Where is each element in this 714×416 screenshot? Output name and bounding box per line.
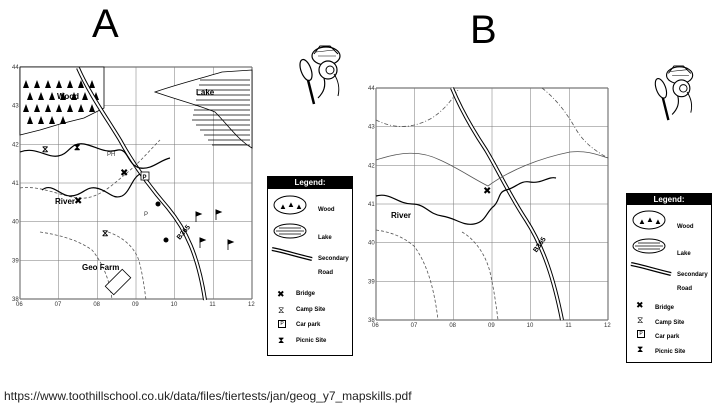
map-b-y-tick-label: 38 — [368, 318, 375, 324]
svg-text:▲: ▲ — [654, 217, 662, 226]
legend-camp-label: Camp Site — [655, 320, 685, 326]
picnic-site-icon: ⧗ — [74, 142, 81, 152]
legend-b — [626, 193, 712, 363]
map-b-x-tick-label: 10 — [526, 323, 534, 329]
map-b-y-tick-label: 44 — [368, 86, 375, 92]
map-a-road-label: B365 — [175, 224, 193, 242]
map-a-y-tick-label: 40 — [12, 219, 19, 226]
map-a-y-tick-label: 39 — [12, 258, 19, 265]
svg-text:▲: ▲ — [279, 202, 287, 211]
bridge-icon: ✖ — [120, 168, 129, 179]
map-a-x-tick-label: 10 — [170, 302, 178, 308]
legend-carpark-label: Car park — [655, 334, 680, 340]
map-b-x-tick-label: 09 — [488, 323, 495, 329]
camp-site-icon: ⧖ — [278, 305, 285, 315]
map-a-x-tick-label: 09 — [132, 302, 139, 308]
bridge-icon: ✖ — [483, 186, 492, 197]
map-b-road-label: B365 — [532, 236, 548, 254]
map-b-y-tick-label: 39 — [368, 279, 375, 286]
map-a-y-tick-label: 43 — [12, 103, 19, 110]
road-symbol — [630, 260, 672, 278]
detective-with-magnifying-glass-icon — [646, 60, 702, 126]
map-a-x-tick-label: 08 — [93, 302, 101, 308]
legend-secondary-label: Secondary — [677, 272, 708, 278]
road-symbol — [271, 245, 313, 263]
legend-bridge-label: Bridge — [296, 291, 316, 297]
map-b-y-tick-label: 41 — [368, 202, 375, 208]
legend-secondary-label: Secondary — [318, 256, 349, 262]
legend-picnic-label: Picnic Site — [655, 349, 686, 355]
source-url: https://www.toothillschool.co.uk/data/files/tiertests/jan/geog_y7_mapskills.pdf — [4, 389, 412, 403]
map-a-y-tick-label: 44 — [12, 65, 19, 71]
map-b-y-tick-label: 42 — [368, 163, 375, 170]
legend-title: Legend: — [627, 194, 711, 205]
map-b-x-tick-label: 07 — [410, 323, 418, 329]
wood-outline — [376, 90, 458, 127]
svg-text:▲: ▲ — [287, 200, 295, 209]
camp-site-icon: ⧖ — [102, 228, 109, 238]
secondary-road — [462, 232, 498, 320]
wood-symbol — [632, 210, 666, 230]
map-a-lake-label: Lake — [196, 88, 215, 97]
map-b-x-tick-label: 06 — [372, 323, 379, 329]
map-a-x-tick-label: 11 — [209, 302, 216, 308]
legend-lake-label: Lake — [677, 251, 691, 257]
car-park-icon: P — [278, 320, 286, 328]
map-a-x-tick-label: 06 — [16, 302, 23, 308]
map-b-y-tick-label: 40 — [368, 240, 375, 247]
car-park-icon: P — [637, 330, 645, 338]
detective-with-magnifying-glass-icon — [290, 40, 350, 110]
bridge-icon: ✖ — [636, 300, 644, 310]
legend-wood-label: Wood — [318, 207, 335, 213]
legend-road-label: Road — [677, 286, 692, 292]
map-a-x-tick-label: 12 — [248, 302, 255, 308]
map-a-x-tick-label: 07 — [54, 302, 62, 308]
map-a-river-label: River — [55, 197, 76, 206]
camp-site-icon: ⧖ — [637, 315, 644, 325]
map-a-p-label: P — [144, 212, 149, 218]
lake-outline — [542, 88, 608, 158]
map-b-x-tick-label: 11 — [565, 323, 572, 329]
map-b-y-tick-label: 43 — [368, 124, 375, 131]
panel-a-label: A — [92, 2, 119, 46]
legend-picnic-label: Picnic Site — [296, 338, 327, 344]
picnic-site-icon: ⧗ — [637, 344, 644, 354]
map-a-y-tick-label: 41 — [12, 181, 19, 187]
legend-title: Legend: — [268, 177, 352, 189]
map-a-wood-label: Wood — [57, 92, 80, 101]
svg-text:▲: ▲ — [295, 202, 303, 211]
map-a-ph-label: PH — [107, 152, 116, 158]
legend-bridge-label: Bridge — [655, 305, 675, 311]
legend-wood-label: Wood — [677, 224, 694, 230]
svg-text:P: P — [142, 175, 147, 181]
lake-symbol — [273, 223, 307, 239]
svg-text:▲: ▲ — [638, 217, 646, 226]
map-b-grid — [368, 86, 611, 329]
secondary-road — [376, 230, 438, 320]
picnic-site-icon: ⧗ — [278, 335, 285, 345]
panel-b-label: B — [470, 8, 497, 52]
legend-carpark-label: Car park — [296, 322, 321, 328]
legend-a — [267, 176, 353, 356]
legend-lake-label: Lake — [318, 235, 332, 241]
map-a-y-tick-label: 38 — [12, 297, 19, 303]
map-a-farm-label: Geo Farm — [82, 263, 120, 272]
map-b-x-tick-label: 08 — [449, 323, 457, 329]
map-a-y-tick-label: 42 — [12, 142, 19, 149]
bridge-icon: ✖ — [277, 289, 285, 299]
camp-site-icon: ⧖ — [42, 144, 49, 154]
lake-symbol — [632, 238, 666, 254]
map-b-x-tick-label: 12 — [604, 323, 611, 329]
bridge-icon: ✖ — [74, 196, 83, 207]
legend-camp-label: Camp Site — [296, 307, 326, 313]
map-b-river-label: River — [391, 211, 412, 220]
svg-text:▲: ▲ — [646, 215, 654, 224]
wood-symbol — [273, 195, 307, 215]
legend-road-label: Road — [318, 270, 333, 276]
